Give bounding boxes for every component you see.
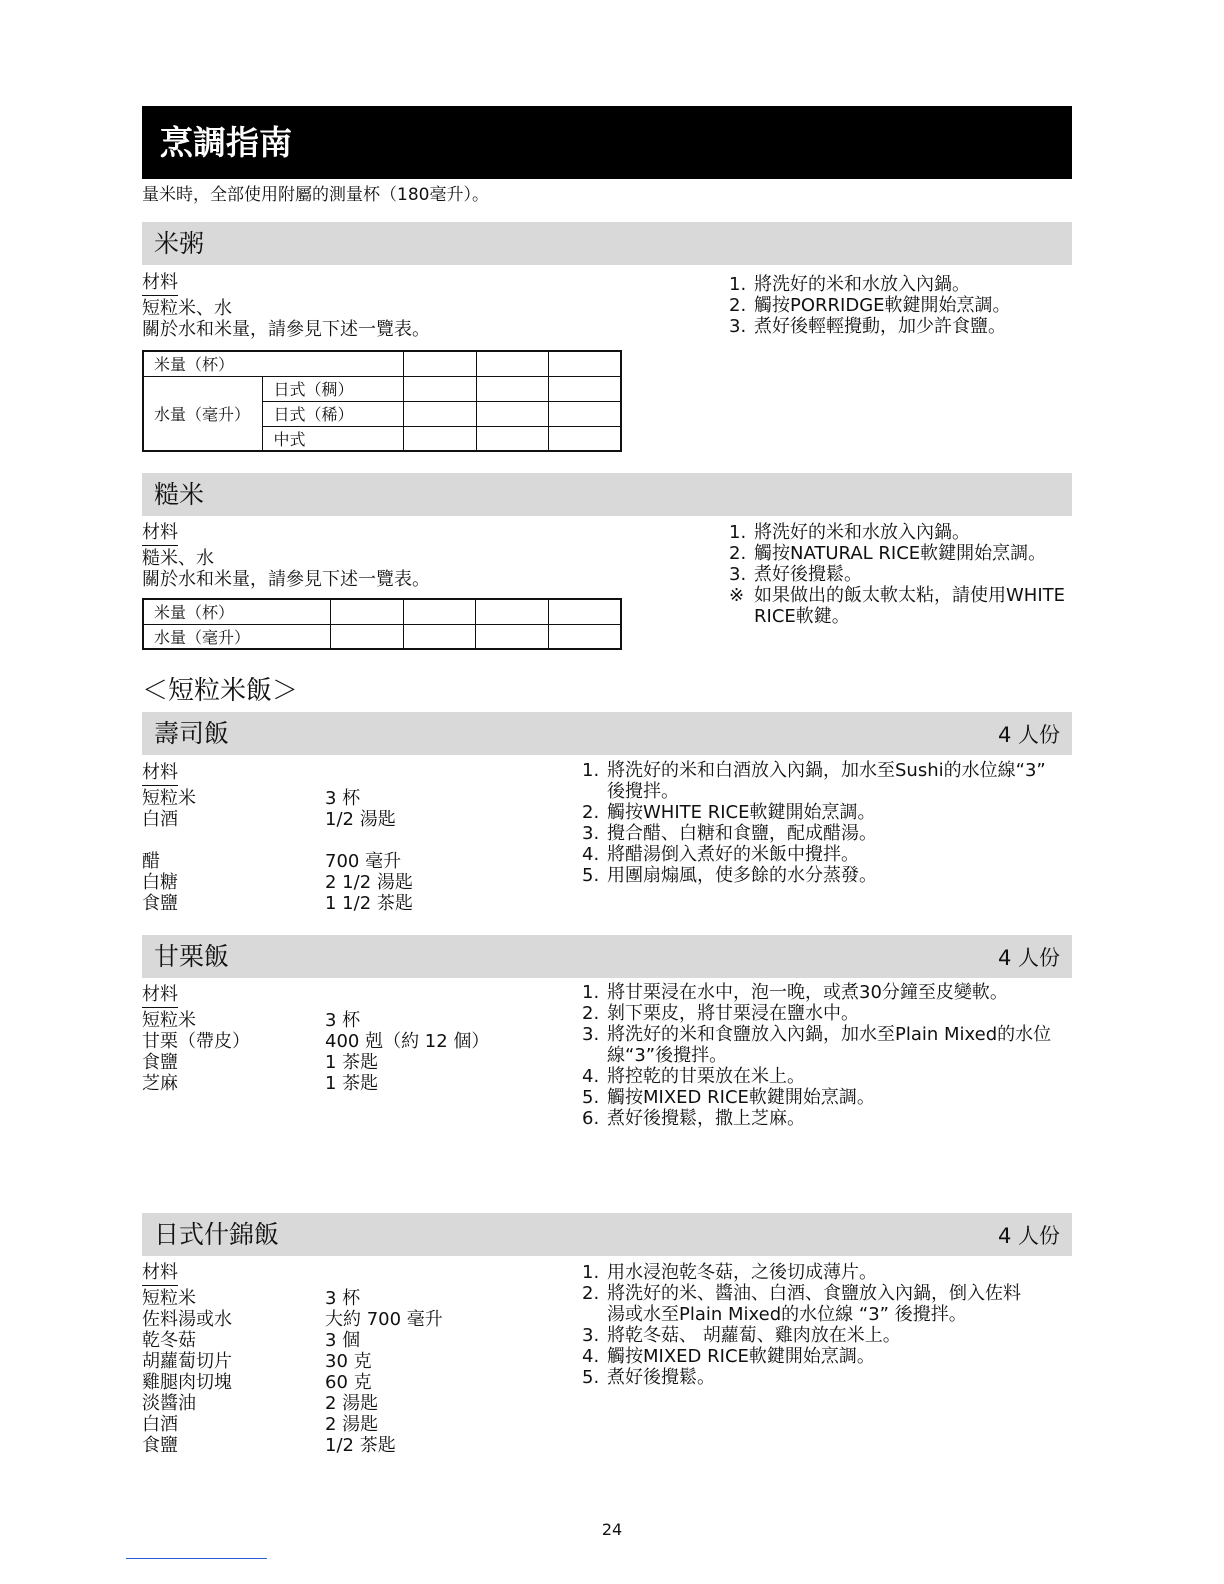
step-text: 用團扇煽風，使多餘的水分蒸發。 xyxy=(607,865,877,886)
step-item: 6. 煮好後攪鬆，撒上芝麻。 xyxy=(582,1108,805,1129)
step-item: 3. 將乾冬菇、 胡蘿蔔、雞肉放在米上。 xyxy=(582,1325,901,1346)
remark xyxy=(729,585,1074,606)
mixed-rice-ingredients xyxy=(142,1262,502,1456)
ingredient-list: 糙米、水 xyxy=(142,548,214,569)
remark-mark: ※ xyxy=(729,585,745,606)
ingredient-name: 胡蘿蔔切片 xyxy=(142,1351,232,1372)
remark-text: RICE軟鍵。 xyxy=(754,606,850,627)
step-text: 煮好後攪鬆。 xyxy=(754,564,862,585)
step-text: 觸按MIXED RICE軟鍵開始烹調。 xyxy=(607,1087,875,1108)
table-cell xyxy=(476,624,549,649)
table-cell xyxy=(404,351,476,376)
step-item: 5. 用團扇煽風，使多餘的水分蒸發。 xyxy=(582,865,877,886)
step-text: 煮好後輕輕攪動，加少許食鹽。 xyxy=(754,316,1006,337)
ingredient-qty: 1 1/2 茶匙 xyxy=(325,893,413,914)
step-item: 1. 用水浸泡乾冬菇，之後切成薄片。 xyxy=(582,1262,877,1283)
remark-cont xyxy=(729,606,1074,627)
ingredient-row xyxy=(142,872,442,893)
table-cell xyxy=(549,401,622,426)
step-item: 2. 剝下栗皮，將甘栗浸在鹽水中。 xyxy=(582,1003,859,1024)
servings: 4 人份 xyxy=(997,1224,1060,1248)
ingredient-row xyxy=(142,893,442,914)
table-row-label: 日式（稀） xyxy=(263,401,404,426)
step-text: 煮好後攪鬆，撒上芝麻。 xyxy=(607,1108,805,1129)
intro-note: 量米時，全部使用附屬的測量杯（180毫升）。 xyxy=(142,185,489,205)
table-note: 關於水和米量，請參見下述一覽表。 xyxy=(142,569,430,590)
rice-amount-label: 米量（杯） xyxy=(143,599,330,624)
ingredient-row xyxy=(142,1393,502,1414)
porridge-table xyxy=(142,350,622,452)
table-cell xyxy=(548,624,621,649)
table-row-label: 日式（稠） xyxy=(263,376,404,401)
ingredient-row xyxy=(142,1351,502,1372)
table-cell xyxy=(549,351,622,376)
ingredient-qty: 2 湯匙 xyxy=(325,1414,379,1435)
chestnut-steps xyxy=(582,982,1074,1129)
step-text: 後攪拌。 xyxy=(607,781,679,802)
step-text: 觸按WHITE RICE軟鍵開始烹調。 xyxy=(607,802,876,823)
ingredient-row xyxy=(142,1435,502,1456)
step-item: 3. 煮好後攪鬆。 xyxy=(729,564,862,585)
porridge-steps xyxy=(729,274,1074,337)
ingredient-qty: 1/2 湯匙 xyxy=(325,809,396,830)
step-text: 攪合醋、白糖和食鹽，配成醋湯。 xyxy=(607,823,877,844)
table-cell xyxy=(476,351,548,376)
chestnut-header xyxy=(142,935,1072,978)
step-item: 2. 觸按NATURAL RICE軟鍵開始烹調。 xyxy=(729,543,1047,564)
step-text: 觸按NATURAL RICE軟鍵開始烹調。 xyxy=(754,543,1047,564)
ingredients-label: 材料 xyxy=(142,984,178,1008)
ingredient-row xyxy=(142,1330,502,1351)
step-item: 4. 將醋湯倒入煮好的米飯中攪拌。 xyxy=(582,844,859,865)
table-cell xyxy=(548,599,621,624)
table-note: 關於水和米量，請參見下述一覽表。 xyxy=(142,319,430,340)
step-text: 將乾冬菇、 胡蘿蔔、雞肉放在米上。 xyxy=(607,1325,901,1346)
table-cell xyxy=(403,624,476,649)
step-item: 5. 煮好後攪鬆。 xyxy=(582,1367,715,1388)
ingredient-qty: 2 湯匙 xyxy=(325,1393,379,1414)
water-amount-label: 水量（毫升） xyxy=(143,376,263,451)
remark-text: 如果做出的飯太軟太粘，請使用WHITE xyxy=(754,585,1066,606)
step-item: 2. 將洗好的米、醬油、白酒、食鹽放入內鍋，倒入佐料 湯或水至Plain Mixed的水位線 “3” 後攪拌。 xyxy=(582,1283,1021,1325)
ingredient-name: 短粒米 xyxy=(142,1288,196,1309)
ingredient-row xyxy=(142,1031,502,1052)
ingredient-name: 乾冬菇 xyxy=(142,1330,196,1351)
mixed-rice-header xyxy=(142,1213,1072,1256)
ingredients-label: 材料 xyxy=(142,762,178,786)
ingredient-row xyxy=(142,1309,502,1330)
ingredient-row xyxy=(142,1052,502,1073)
step-item: 5. 觸按MIXED RICE軟鍵開始烹調。 xyxy=(582,1087,875,1108)
ingredient-name: 淡醬油 xyxy=(142,1393,196,1414)
brown-rice-ingredients xyxy=(142,522,430,590)
table-cell xyxy=(403,599,476,624)
ingredient-list: 短粒米、水 xyxy=(142,298,232,319)
chestnut-ingredients xyxy=(142,984,502,1094)
table-cell xyxy=(549,426,622,451)
brown-rice-title: 糙米 xyxy=(154,480,205,509)
sushi-header xyxy=(142,712,1072,755)
table-cell xyxy=(476,376,548,401)
step-text: 將洗好的米和食鹽放入內鍋，加水至Plain Mixed的水位 xyxy=(607,1024,1052,1045)
step-text: 湯或水至Plain Mixed的水位線 “3” 後攪拌。 xyxy=(607,1304,967,1325)
ingredient-qty: 1 茶匙 xyxy=(325,1052,379,1073)
table-cell xyxy=(404,376,476,401)
sushi-ingredients xyxy=(142,762,442,914)
ingredient-row xyxy=(142,1073,502,1094)
ingredient-name: 短粒米 xyxy=(142,788,196,809)
step-text: 用水浸泡乾冬菇，之後切成薄片。 xyxy=(607,1262,877,1283)
ingredient-name: 芝麻 xyxy=(142,1073,178,1094)
ingredient-row xyxy=(142,851,442,872)
step-text: 將洗好的米和白酒放入內鍋，加水至Sushi的水位線“3” xyxy=(607,760,1046,781)
step-item: 4. 將控乾的甘栗放在米上。 xyxy=(582,1066,805,1087)
step-item: 3. 煮好後輕輕攪動，加少許食鹽。 xyxy=(729,316,1006,337)
step-text: 將甘栗浸在水中，泡一晚，或煮30分鐘至皮變軟。 xyxy=(607,982,1008,1003)
ingredient-row xyxy=(142,1010,502,1031)
brown-rice-header xyxy=(142,473,1072,516)
ingredient-name: 食鹽 xyxy=(142,1052,178,1073)
ingredient-qty: 60 克 xyxy=(325,1372,372,1393)
table-cell xyxy=(330,624,403,649)
page-number: 24 xyxy=(601,1520,623,1539)
servings: 4 人份 xyxy=(997,946,1060,970)
table-cell xyxy=(476,401,548,426)
step-text: 煮好後攪鬆。 xyxy=(607,1367,715,1388)
ingredient-name: 白酒 xyxy=(142,1414,178,1435)
step-item: 4. 觸按MIXED RICE軟鍵開始烹調。 xyxy=(582,1346,875,1367)
ingredient-row xyxy=(142,788,442,809)
table-row-label: 中式 xyxy=(263,426,404,451)
ingredient-name: 白糖 xyxy=(142,872,178,893)
step-text: 將控乾的甘栗放在米上。 xyxy=(607,1066,805,1087)
brown-rice-table xyxy=(142,598,622,650)
ingredient-row xyxy=(142,809,442,830)
footer-link-underline xyxy=(126,1558,267,1559)
porridge-title: 米粥 xyxy=(154,229,205,258)
porridge-header xyxy=(142,222,1072,265)
step-text: 線“3”後攪拌。 xyxy=(607,1045,728,1066)
ingredient-name: 雞腿肉切塊 xyxy=(142,1372,232,1393)
table-cell xyxy=(404,426,476,451)
brown-rice-steps xyxy=(729,522,1074,627)
ingredient-qty: 1/2 茶匙 xyxy=(325,1435,396,1456)
ingredient-qty: 3 杯 xyxy=(325,1288,361,1309)
ingredient-name: 佐料湯或水 xyxy=(142,1309,232,1330)
ingredient-qty: 3 個 xyxy=(325,1330,361,1351)
ingredient-qty: 3 杯 xyxy=(325,788,361,809)
ingredients-label: 材料 xyxy=(142,1262,178,1286)
rice-amount-label: 米量（杯） xyxy=(143,351,404,376)
step-text: 將醋湯倒入煮好的米飯中攪拌。 xyxy=(607,844,859,865)
step-text: 將洗好的米、醬油、白酒、食鹽放入內鍋，倒入佐料 xyxy=(607,1283,1021,1304)
ingredient-name: 醋 xyxy=(142,851,160,872)
ingredient-qty: 3 杯 xyxy=(325,1010,361,1031)
step-item: 3. 將洗好的米和食鹽放入內鍋，加水至Plain Mixed的水位 線“3”後攪拌。 xyxy=(582,1024,1052,1066)
step-item: 1. 將洗好的米和白酒放入內鍋，加水至Sushi的水位線“3” 後攪拌。 xyxy=(582,760,1046,802)
step-text: 將洗好的米和水放入內鍋。 xyxy=(754,522,970,543)
short-grain-heading: ＜短粒米飯＞ xyxy=(142,676,299,706)
chestnut-title: 甘栗飯 xyxy=(154,942,230,971)
porridge-ingredients xyxy=(142,272,430,340)
mixed-rice-steps xyxy=(582,1262,1074,1388)
step-item: 2. 觸按PORRIDGE軟鍵開始烹調。 xyxy=(729,295,1011,316)
ingredient-row xyxy=(142,1372,502,1393)
step-item: 2. 觸按WHITE RICE軟鍵開始烹調。 xyxy=(582,802,876,823)
table-cell xyxy=(476,426,548,451)
step-item: 3. 攪合醋、白糖和食鹽，配成醋湯。 xyxy=(582,823,877,844)
table-cell xyxy=(404,401,476,426)
water-amount-label: 水量（毫升） xyxy=(143,624,330,649)
ingredient-name: 食鹽 xyxy=(142,1435,178,1456)
table-cell xyxy=(549,376,622,401)
table-cell xyxy=(476,599,549,624)
step-text: 觸按MIXED RICE軟鍵開始烹調。 xyxy=(607,1346,875,1367)
table-cell xyxy=(330,599,403,624)
ingredient-name: 短粒米 xyxy=(142,1010,196,1031)
step-text: 觸按PORRIDGE軟鍵開始烹調。 xyxy=(754,295,1011,316)
mixed-rice-title: 日式什錦飯 xyxy=(154,1220,280,1249)
ingredients-label: 材料 xyxy=(142,522,178,546)
ingredient-qty: 2 1/2 湯匙 xyxy=(325,872,413,893)
ingredient-name: 食鹽 xyxy=(142,893,178,914)
ingredients-label: 材料 xyxy=(142,272,178,296)
sushi-title: 壽司飯 xyxy=(154,719,230,748)
page-title: 烹調指南 xyxy=(142,106,1072,179)
ingredient-qty: 大約 700 毫升 xyxy=(325,1309,443,1330)
ingredient-row xyxy=(142,1288,502,1309)
step-text: 剝下栗皮，將甘栗浸在鹽水中。 xyxy=(607,1003,859,1024)
ingredient-qty: 700 毫升 xyxy=(325,851,402,872)
step-text: 將洗好的米和水放入內鍋。 xyxy=(754,274,970,295)
servings: 4 人份 xyxy=(997,723,1060,747)
step-item: 1. 將洗好的米和水放入內鍋。 xyxy=(729,522,970,543)
ingredient-qty: 1 茶匙 xyxy=(325,1073,379,1094)
ingredient-row xyxy=(142,1414,502,1435)
ingredient-name: 白酒 xyxy=(142,809,178,830)
ingredient-qty: 30 克 xyxy=(325,1351,372,1372)
step-item: 1. 將洗好的米和水放入內鍋。 xyxy=(729,274,970,295)
step-item: 1. 將甘栗浸在水中，泡一晚，或煮30分鐘至皮變軟。 xyxy=(582,982,1008,1003)
ingredient-qty: 400 剋（約 12 個） xyxy=(325,1031,490,1052)
ingredient-name: 甘栗（帶皮） xyxy=(142,1031,250,1052)
sushi-steps xyxy=(582,760,1074,886)
